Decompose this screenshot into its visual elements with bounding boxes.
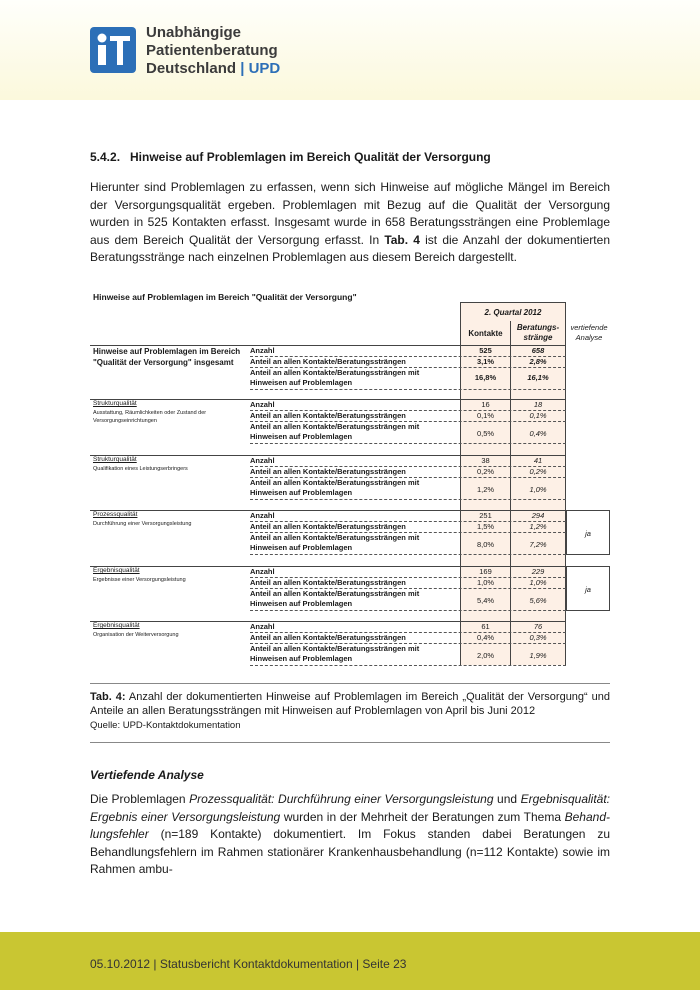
upd-logo-text — [146, 24, 280, 78]
anzahl-beratung: 41 — [533, 456, 543, 465]
anzahl-kontakte: 16 — [481, 400, 490, 409]
row-label-anzahl: Anzahl — [250, 456, 275, 465]
row-divider — [250, 554, 566, 555]
anzahl-kontakte: 61 — [481, 622, 490, 631]
hinweis-label-line-1: Anteil an allen Kontakte/Beratungssträngen mit — [250, 533, 420, 542]
row-label-anzahl: Anzahl — [250, 622, 275, 631]
row-divider — [250, 499, 566, 500]
intro-paragraph — [90, 179, 610, 267]
hinweis-kontakte: 5,4% — [476, 596, 495, 605]
hinweis-beratung: 1,0% — [529, 485, 547, 494]
quarter-header: 2. Quartal 2012 — [460, 302, 566, 322]
hinweis-label-line-1: Anteil an allen Kontakte/Beratungssträngen mit — [250, 478, 420, 487]
intro-text-1: Hierunter sind Problemlagen zu erfassen, wenn sich Hinweise auf mögliche Mängel im Bereich der Versorgungsqualität ergeben. Problemlagen mit Bezug auf die Qualität der Versorgung wurden in 525 Kontakten erfasst. Insgesamt wurde in 658 Beratungssträngen eine Problemlage aus dem Bereich Qualität der Versorgung erfasst. In — [90, 180, 610, 247]
total-hinweis-kontakte: 16,8% — [474, 373, 497, 382]
hinweis-label-line-1: Anteil an allen Kontakte/Beratungssträngen mit — [250, 422, 420, 431]
logo-line-2: Patientenberatung — [146, 42, 278, 59]
row-divider — [250, 443, 566, 444]
beratung-header-line-1: Beratungs- — [516, 323, 560, 332]
hinweis-beratung: 7,2% — [529, 540, 547, 549]
hinweis-kontakte: 2,0% — [476, 651, 495, 660]
group-subcategory: Qualifikation eines Leistungserbringers — [93, 466, 188, 472]
page-header — [0, 0, 700, 100]
hinweis-label-line-2: Hinweisen auf Problemlagen — [250, 654, 353, 663]
intro-text-2: ist die Anzahl der dokumentierten Beratungsstränge nach einzelnen Problemlagen aus diesem Bereich dargestellt. — [90, 232, 610, 264]
logo-upd: UPD — [248, 60, 281, 77]
total-label-line-2: "Qualität der Versorgung" insgesamt — [93, 358, 234, 367]
anteil-kontakte: 1,5% — [476, 522, 495, 531]
row-label-anteil-hinweis — [250, 644, 419, 664]
hinweis-label-line-1: Anteil an allen Kontakte/Beratungssträngen mit — [250, 644, 420, 653]
row-label-anteil: Anteil an allen Kontakte/Beratungssträngen — [250, 411, 406, 420]
hinweis-label-line-2: Hinweisen auf Problemlagen — [250, 378, 353, 387]
intro-table-ref: Tab. 4 — [384, 232, 420, 247]
row-label-anteil-hinweis — [250, 533, 419, 553]
caption-bottom-rule — [90, 742, 610, 743]
kontakte-column-shade — [460, 345, 511, 665]
analysis-text-2: und — [493, 792, 521, 806]
anteil-kontakte: 0,4% — [476, 633, 495, 642]
vertiefend-line-2: Analyse — [575, 333, 603, 342]
analysis-text-3: wurden in der Mehrheit der Beratungen zum Thema — [280, 809, 565, 824]
anzahl-kontakte: 251 — [479, 511, 492, 520]
vertiefende-analyse-cell: ja — [566, 510, 610, 555]
total-anzahl-beratung: 658 — [531, 346, 545, 355]
anteil-kontakte: 0,1% — [476, 411, 495, 420]
row-label-anteil: Anteil an allen Kontakte/Beratungssträngen — [250, 578, 406, 587]
anzahl-beratung: 76 — [533, 622, 543, 631]
analysis-text-4: (n=189 Kontakte) dokumentiert. Im Fokus standen dabei Beratungen zu Behandlungsfehlern im Rahmen stationärer Krankenhausbehandlung (n=112 Kontakte) sowie im Rahmen ambu- — [90, 827, 610, 876]
row-label-anzahl: Anzahl — [250, 400, 275, 409]
total-anteil-beratung: 2,8% — [529, 357, 547, 366]
logo-separator: | — [240, 60, 245, 77]
group-subcategory: Ausstattung, Räumlichkeiten oder Zustand der Versorgungseinrichtungen — [93, 410, 207, 424]
row-label-anzahl: Anzahl — [250, 567, 275, 576]
group-category: Strukturqualität — [93, 456, 137, 463]
table-caption — [90, 690, 610, 718]
row-label-anzahl: Anzahl — [250, 511, 275, 520]
row-label-anteil-hinweis — [250, 368, 419, 388]
row-label-anteil-hinweis — [250, 422, 419, 442]
caption-label: Tab. 4: — [90, 691, 126, 703]
hinweis-label-line-2: Hinweisen auf Problemlagen — [250, 488, 353, 497]
anteil-beratung: 1,2% — [529, 522, 547, 531]
anteil-beratung: 0,3% — [529, 633, 547, 642]
anzahl-kontakte: 169 — [479, 567, 492, 576]
anzahl-kontakte: 38 — [481, 456, 490, 465]
row-label-anteil-hinweis — [250, 589, 419, 609]
total-label-line-1: Hinweise auf Problemlagen im Bereich — [93, 347, 241, 356]
vertiefende-analyse-cell: ja — [566, 566, 610, 611]
anzahl-beratung: 229 — [531, 567, 545, 576]
row-label-anteil-hinweis — [250, 478, 419, 498]
vertiefende-analyse-header — [566, 323, 612, 343]
analysis-italic-2: Ergebnisqualität: Ergebnis einer Versorgungsleistung — [90, 792, 610, 824]
anzahl-beratung: 18 — [533, 400, 543, 409]
row-divider — [250, 665, 566, 666]
anzahl-beratung: 294 — [531, 511, 545, 520]
row-divider — [250, 610, 566, 611]
group-category: Ergebnisqualität — [93, 622, 140, 629]
hinweis-kontakte: 0,5% — [476, 429, 495, 438]
group-category: Strukturqualität — [93, 400, 137, 407]
kontakte-header: Kontakte — [460, 321, 511, 346]
group-subcategory: Organisation der Weiterversorgung — [93, 632, 179, 638]
caption-text: Anzahl der dokumentierten Hinweise auf Problemlagen im Bereich „Qualität der Versorgung“ und Anteile an allen Beratungssträngen mit Hinweisen auf Problemlagen von April bis Juni 2012 — [90, 691, 611, 717]
section-title: Hinweise auf Problemlagen im Bereich Qualität der Versorgung — [130, 150, 491, 164]
analysis-italic-1: Prozessqualität: Durchführung einer Versorgungsleistung — [189, 792, 494, 806]
total-hinweis-beratung: 16,1% — [527, 373, 549, 382]
table-title: Hinweise auf Problemlagen im Bereich "Qualität der Versorgung" — [93, 292, 357, 302]
anteil-beratung: 0,1% — [529, 411, 547, 420]
row-label-anzahl: Anzahl — [250, 346, 275, 355]
row-divider — [250, 389, 566, 390]
vertiefend-line-1: vertiefende — [570, 323, 608, 332]
total-anzahl-kontakte: 525 — [479, 346, 492, 355]
hinweis-beratung: 0,4% — [529, 429, 547, 438]
group-subcategory: Ergebnisse einer Versorgungsleistung — [93, 577, 186, 583]
group-category: Ergebnisqualität — [93, 567, 140, 574]
anteil-beratung: 0,2% — [529, 467, 547, 476]
logo-country: Deutschland — [146, 60, 237, 77]
beratung-column-shade — [510, 345, 566, 665]
beratung-header-line-2: stränge — [523, 333, 553, 342]
footer-text: 05.10.2012 | Statusbericht Kontaktdokumentation | Seite 23 — [90, 957, 407, 971]
hinweis-label-line-2: Hinweisen auf Problemlagen — [250, 599, 353, 608]
total-label — [93, 346, 240, 368]
hinweis-beratung: 5,6% — [529, 596, 547, 605]
upd-logo-icon — [90, 27, 136, 73]
hinweis-beratung: 1,9% — [529, 651, 547, 660]
group-subcategory: Durchführung einer Versorgungsleistung — [93, 521, 192, 527]
table-source: Quelle: UPD-Kontaktdokumentation — [90, 720, 241, 731]
hinweis-kontakte: 1,2% — [476, 485, 495, 494]
analysis-italic-3: Behandlungsfehler — [90, 809, 610, 841]
total-anteil-kontakte: 3,1% — [476, 357, 495, 366]
analysis-heading: Vertiefende Analyse — [90, 768, 204, 782]
section-heading — [90, 150, 491, 164]
anteil-kontakte: 1,0% — [476, 578, 495, 587]
hinweis-label-line-1: Anteil an allen Kontakte/Beratungssträngen mit — [250, 368, 420, 377]
row-label-anteil: Anteil an allen Kontakte/Beratungssträngen — [250, 522, 406, 531]
anteil-kontakte: 0,2% — [476, 467, 495, 476]
row-label-anteil: Anteil an allen Kontakte/Beratungssträngen — [250, 633, 406, 642]
hinweis-label-line-2: Hinweisen auf Problemlagen — [250, 543, 353, 552]
group-category: Prozessqualität — [93, 511, 138, 518]
page-footer — [0, 932, 700, 990]
row-label-anteil: Anteil an allen Kontakte/Beratungssträngen — [250, 467, 406, 476]
analysis-paragraph — [90, 791, 610, 879]
hinweis-label-line-2: Hinweisen auf Problemlagen — [250, 432, 353, 441]
logo-line-3 — [146, 60, 280, 78]
hinweis-label-line-1: Anteil an allen Kontakte/Beratungssträngen mit — [250, 589, 420, 598]
row-label-anteil: Anteil an allen Kontakte/Beratungssträngen — [250, 357, 406, 366]
section-number: 5.4.2. — [90, 150, 121, 164]
hinweis-kontakte: 8,0% — [476, 540, 495, 549]
analysis-text-1: Die Problemlagen — [90, 792, 190, 806]
logo-line-1: Unabhängige — [146, 24, 242, 41]
anteil-beratung: 1,0% — [529, 578, 547, 587]
beratungsstraenge-header — [510, 321, 566, 346]
table-bottom-rule — [90, 683, 610, 684]
